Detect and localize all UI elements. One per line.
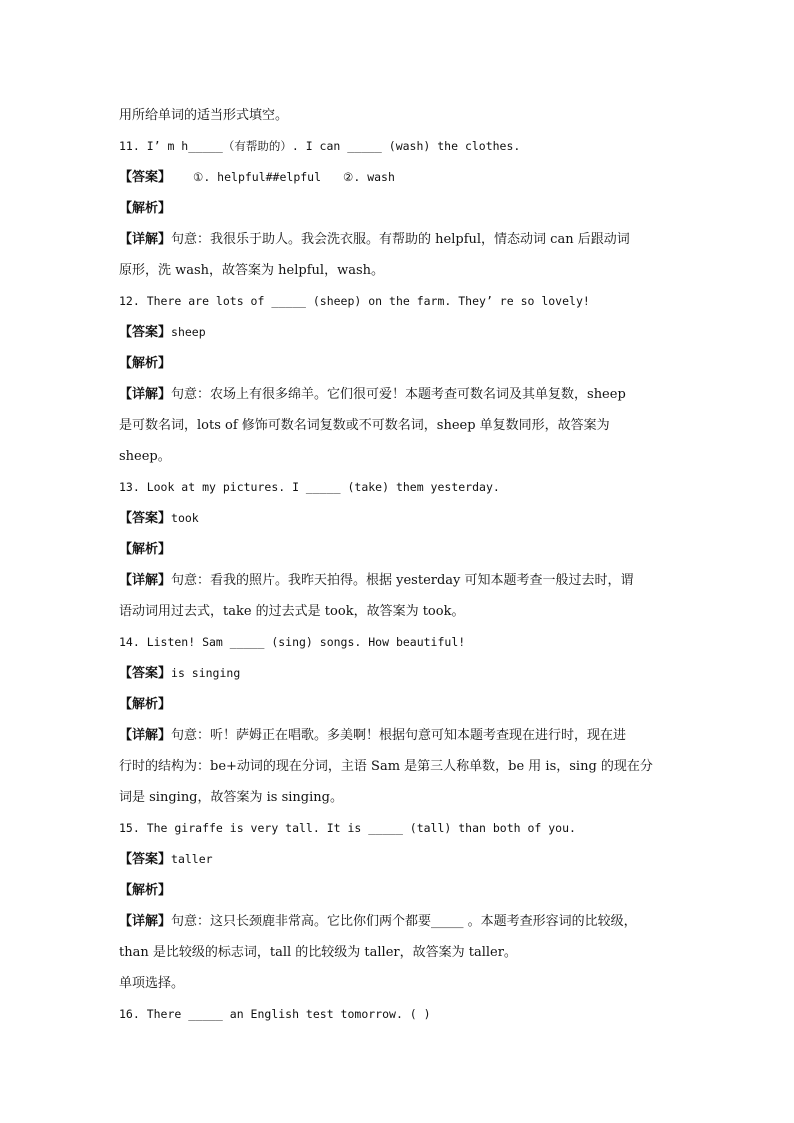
detail-13-line-1: [119, 565, 679, 596]
detail-11-line-2: 原形，洗 wash，故答案为 helpful，wash。: [119, 263, 384, 278]
detail-12-line-1: [119, 379, 679, 410]
answer-15: [119, 844, 679, 875]
analysis-tag: 【解析】: [119, 697, 172, 712]
question-14: 14. Listen! Sam _____ (sing) songs. How beautiful!: [119, 635, 466, 649]
detail-11-line-1: [119, 224, 679, 255]
detail-13-text-1: 句意：看我的照片。我昨天拍得。根据 yesterday 可知本题考查一般过去时，谓: [171, 573, 634, 588]
detail-tag: 【详解】: [119, 914, 172, 929]
answer-14: [119, 658, 679, 689]
answer-tag: 【答案】: [119, 511, 172, 526]
document-page: [119, 100, 679, 1030]
answer-15-value: taller: [171, 852, 213, 866]
answer-tag: 【答案】: [119, 852, 172, 867]
detail-14-line-2: 行时的结构为：be+动词的现在分词，主语 Sam 是第三人称单数，be 用 is，sing 的现在分: [119, 759, 653, 774]
question-11: 11. I’ m h_____（有帮助的）. I can _____ (wash) the clothes.: [119, 139, 521, 153]
detail-15-line-2: than 是比较级的标志词，tall 的比较级为 taller，故答案为 taller。: [119, 945, 517, 960]
analysis-tag: 【解析】: [119, 883, 172, 898]
answer-12-value: sheep: [171, 325, 206, 339]
section-heading-single-choice: 单项选择。: [119, 976, 185, 991]
detail-12-text-1: 句意：农场上有很多绵羊。它们很可爱！本题考查可数名词及其单复数，sheep: [171, 387, 626, 402]
section-heading-fill-in: 用所给单词的适当形式填空。: [119, 108, 289, 123]
analysis-tag: 【解析】: [119, 201, 172, 216]
detail-14-line-1: [119, 720, 679, 751]
question-13: 13. Look at my pictures. I _____ (take) them yesterday.: [119, 480, 500, 494]
answer-11-blank-2: ②. wash: [343, 170, 395, 184]
question-15: 15. The giraffe is very tall. It is _____ (tall) than both of you.: [119, 821, 576, 835]
answer-12: [119, 317, 679, 348]
answer-11: [119, 162, 679, 193]
detail-tag: 【详解】: [119, 573, 172, 588]
detail-tag: 【详解】: [119, 232, 172, 247]
answer-tag: 【答案】: [119, 170, 172, 185]
detail-11-text-1: 句意：我很乐于助人。我会洗衣服。有帮助的 helpful，情态动词 can 后跟动词: [171, 232, 630, 247]
detail-15-text-1: 句意：这只长颈鹿非常高。它比你们两个都要_____ 。本题考查形容词的比较级，: [171, 914, 637, 929]
answer-14-value: is singing: [171, 666, 241, 680]
answer-11-blank-1: ①. helpful##elpful: [193, 170, 322, 184]
detail-12-line-3: sheep。: [119, 449, 171, 464]
answer-tag: 【答案】: [119, 325, 172, 340]
detail-tag: 【详解】: [119, 387, 172, 402]
detail-14-line-3: 词是 singing，故答案为 is singing。: [119, 790, 343, 805]
answer-tag: 【答案】: [119, 666, 172, 681]
detail-14-text-1: 句意：听！萨姆正在唱歌。多美啊！根据句意可知本题考查现在进行时，现在进: [171, 728, 627, 743]
analysis-tag: 【解析】: [119, 542, 172, 557]
detail-12-line-2: 是可数名词，lots of 修饰可数名词复数或不可数名词，sheep 单复数同形，故答案为: [119, 418, 610, 433]
answer-13-value: took: [171, 511, 199, 525]
detail-15-line-1: [119, 906, 679, 937]
question-12: 12. There are lots of _____ (sheep) on the farm. They’ re so lovely!: [119, 294, 590, 308]
question-16: 16. There _____ an English test tomorrow. ( ): [119, 1007, 431, 1021]
answer-13: [119, 503, 679, 534]
detail-13-line-2: 语动词用过去式，take 的过去式是 took，故答案为 took。: [119, 604, 465, 619]
detail-tag: 【详解】: [119, 728, 172, 743]
analysis-tag: 【解析】: [119, 356, 172, 371]
